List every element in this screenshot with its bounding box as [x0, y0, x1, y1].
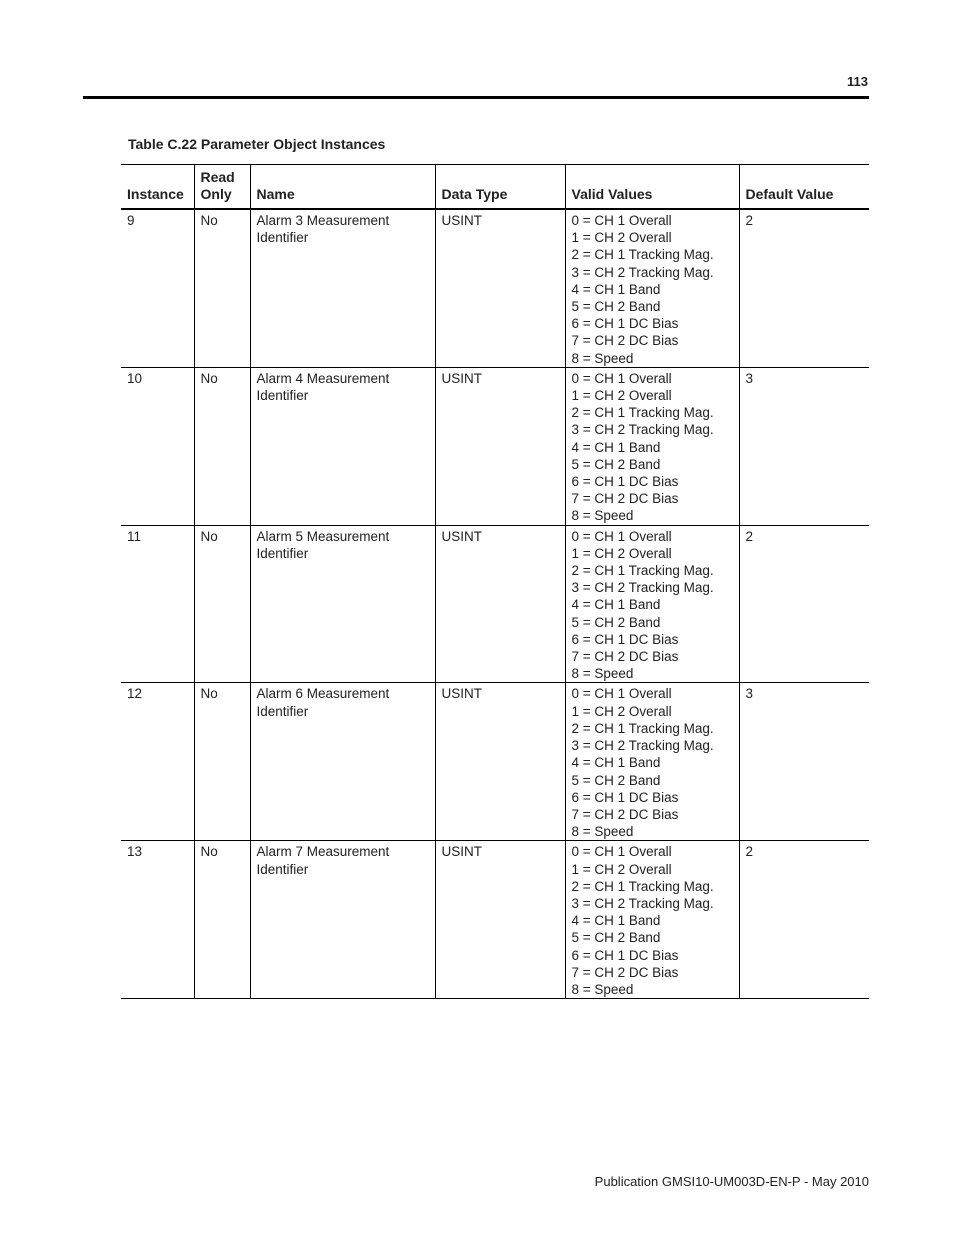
valid-value: 7 = CH 2 DC Bias — [571, 333, 679, 349]
valid-value: 5 = CH 2 Band — [571, 299, 661, 315]
table-header — [121, 165, 869, 210]
cell-name-line-1: Alarm 3 Measurement — [256, 213, 390, 228]
cell-read-only: No — [194, 209, 250, 367]
valid-value: 3 = CH 2 Tracking Mag. — [571, 422, 714, 438]
table-header-row — [121, 165, 869, 210]
cell-read-only: No — [194, 525, 250, 683]
cell-name — [250, 683, 435, 841]
cell-data-type: USINT — [435, 683, 565, 841]
valid-value: 0 = CH 1 Overall — [571, 370, 672, 386]
valid-value: 7 = CH 2 DC Bias — [571, 964, 679, 980]
valid-value: 8 = Speed — [571, 824, 634, 840]
valid-value: 2 = CH 1 Tracking Mag. — [571, 405, 714, 421]
valid-value: 1 = CH 2 Overall — [571, 703, 672, 719]
column-header-default-value: Default Value — [739, 165, 869, 210]
publication-footer: Publication GMSI10-UM003D-EN-P - May 2010 — [594, 1174, 869, 1189]
valid-value: 2 = CH 1 Tracking Mag. — [571, 247, 714, 263]
cell-valid-values — [565, 525, 739, 683]
cell-name-line-2: Identifier — [256, 388, 309, 404]
valid-value: 6 = CH 1 DC Bias — [571, 789, 679, 805]
cell-valid-values — [565, 683, 739, 841]
cell-valid-values — [565, 841, 739, 999]
column-header-valid-values: Valid Values — [565, 165, 739, 210]
valid-value: 2 = CH 1 Tracking Mag. — [571, 720, 714, 736]
cell-default-value: 2 — [739, 841, 869, 999]
cell-default-value: 3 — [739, 683, 869, 841]
cell-read-only: No — [194, 841, 250, 999]
cell-data-type: USINT — [435, 525, 565, 683]
cell-name — [250, 367, 435, 525]
valid-value: 6 = CH 1 DC Bias — [571, 631, 679, 647]
valid-value: 3 = CH 2 Tracking Mag. — [571, 895, 714, 911]
column-header-data-type: Data Type — [435, 165, 565, 210]
valid-value: 5 = CH 2 Band — [571, 930, 661, 946]
column-header-read-only-line-1: Read — [200, 169, 235, 185]
cell-name — [250, 841, 435, 999]
cell-default-value: 3 — [739, 367, 869, 525]
page-number: 113 — [847, 74, 868, 89]
table-caption: Table C.22 Parameter Object Instances — [128, 136, 386, 152]
valid-value: 1 = CH 2 Overall — [571, 545, 672, 561]
cell-default-value: 2 — [739, 209, 869, 367]
valid-value: 0 = CH 1 Overall — [571, 528, 672, 544]
cell-valid-values — [565, 209, 739, 367]
valid-value: 5 = CH 2 Band — [571, 456, 661, 472]
cell-name-line-1: Alarm 6 Measurement — [256, 686, 390, 702]
column-header-read-only-line-2: Only — [200, 186, 232, 202]
valid-value: 7 = CH 2 DC Bias — [571, 491, 679, 507]
valid-value: 4 = CH 1 Band — [571, 439, 661, 455]
cell-name — [250, 525, 435, 683]
valid-value: 8 = Speed — [571, 350, 634, 366]
cell-name-line-2: Identifier — [256, 861, 309, 877]
table-row — [121, 367, 869, 525]
valid-value: 8 = Speed — [571, 508, 634, 524]
valid-value: 4 = CH 1 Band — [571, 281, 661, 297]
cell-instance: 10 — [121, 367, 194, 525]
table-row — [121, 841, 869, 999]
valid-value: 1 = CH 2 Overall — [571, 388, 672, 404]
column-header-name: Name — [250, 165, 435, 210]
table-row — [121, 683, 869, 841]
cell-name-line-2: Identifier — [256, 230, 309, 246]
valid-value: 1 = CH 2 Overall — [571, 861, 672, 877]
valid-value: 0 = CH 1 Overall — [571, 844, 672, 860]
valid-value: 6 = CH 1 DC Bias — [571, 947, 679, 963]
column-header-read-only — [194, 165, 250, 210]
valid-value: 7 = CH 2 DC Bias — [571, 649, 679, 665]
valid-value: 8 = Speed — [571, 981, 634, 997]
cell-valid-values — [565, 367, 739, 525]
cell-instance: 13 — [121, 841, 194, 999]
cell-default-value: 2 — [739, 525, 869, 683]
valid-value: 2 = CH 1 Tracking Mag. — [571, 563, 714, 579]
table-row — [121, 525, 869, 683]
table-body — [121, 209, 869, 999]
cell-name-line-2: Identifier — [256, 703, 309, 719]
valid-value: 3 = CH 2 Tracking Mag. — [571, 580, 714, 596]
cell-name-line-2: Identifier — [256, 545, 309, 561]
valid-value: 2 = CH 1 Tracking Mag. — [571, 878, 714, 894]
cell-instance: 12 — [121, 683, 194, 841]
cell-name — [250, 209, 435, 367]
valid-value: 3 = CH 2 Tracking Mag. — [571, 264, 714, 280]
valid-value: 7 = CH 2 DC Bias — [571, 806, 679, 822]
valid-value: 3 = CH 2 Tracking Mag. — [571, 738, 714, 754]
cell-instance: 9 — [121, 209, 194, 367]
valid-value: 0 = CH 1 Overall — [571, 686, 672, 702]
column-header-instance: Instance — [121, 165, 194, 210]
cell-read-only: No — [194, 367, 250, 525]
valid-value: 4 = CH 1 Band — [571, 755, 661, 771]
cell-data-type: USINT — [435, 367, 565, 525]
valid-value: 0 = CH 1 Overall — [571, 213, 672, 228]
table-row — [121, 209, 869, 367]
cell-name-line-1: Alarm 4 Measurement — [256, 370, 390, 386]
valid-value: 4 = CH 1 Band — [571, 597, 661, 613]
parameter-object-instances-table — [121, 164, 869, 999]
cell-data-type: USINT — [435, 841, 565, 999]
valid-value: 6 = CH 1 DC Bias — [571, 316, 679, 332]
cell-read-only: No — [194, 683, 250, 841]
valid-value: 5 = CH 2 Band — [571, 772, 661, 788]
valid-value: 1 = CH 2 Overall — [571, 230, 672, 246]
valid-value: 4 = CH 1 Band — [571, 913, 661, 929]
valid-value: 6 = CH 1 DC Bias — [571, 474, 679, 490]
cell-data-type: USINT — [435, 209, 565, 367]
valid-value: 5 = CH 2 Band — [571, 614, 661, 630]
valid-value: 8 = Speed — [571, 666, 634, 682]
cell-name-line-1: Alarm 5 Measurement — [256, 528, 390, 544]
cell-name-line-1: Alarm 7 Measurement — [256, 844, 390, 860]
header-rule — [83, 96, 869, 99]
cell-instance: 11 — [121, 525, 194, 683]
